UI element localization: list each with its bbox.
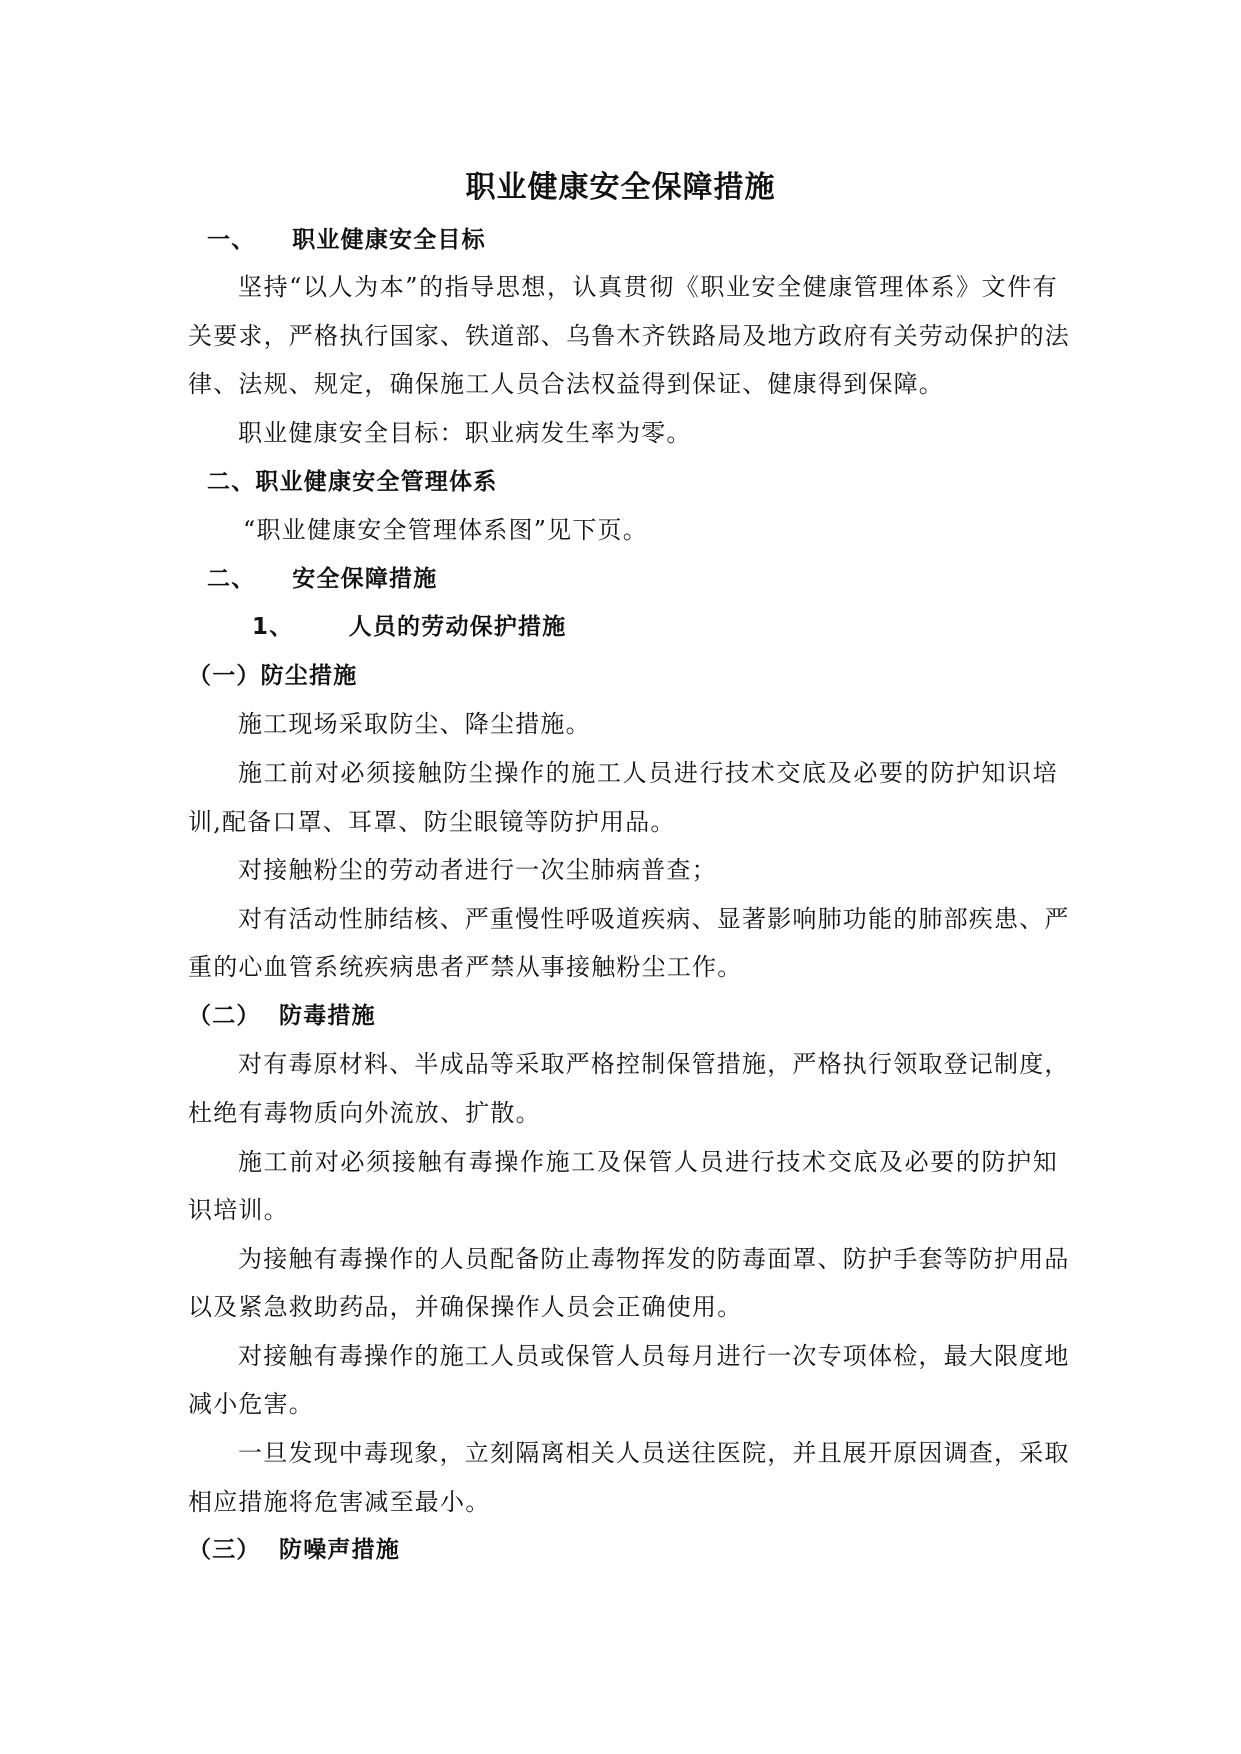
- paragraph-line: 坚持“以人为本”的指导思想，认真贯彻《职业安全健康管理体系》文件有: [238, 273, 1058, 301]
- paragraph-line: 施工现场采取防尘、降尘措施。: [238, 710, 591, 738]
- paragraph-line: 施工前对必须接触有毒操作施工及保管人员进行技术交底及必要的防护知: [238, 1148, 1058, 1176]
- paragraph-line: 施工前对必须接触防尘操作的施工人员进行技术交底及必要的防护知识培: [238, 759, 1058, 787]
- subheading-toxin: （二） 防毒措施: [188, 1003, 376, 1029]
- paragraph-line: 职业健康安全目标：职业病发生率为零。: [238, 419, 692, 447]
- paragraph-line: “职业健康安全管理体系图”见下页。: [243, 516, 648, 544]
- paragraph-line: 对接触有毒操作的施工人员或保管人员每月进行一次专项体检，最大限度地: [238, 1342, 1070, 1370]
- paragraph-line: 为接触有毒操作的人员配备防止毒物挥发的防毒面罩、防护手套等防护用品: [238, 1245, 1070, 1273]
- paragraph-line: 重的心血管系统疾病患者严禁从事接触粉尘工作。: [188, 953, 743, 981]
- section-heading-1: 一、 职业健康安全目标: [207, 227, 486, 253]
- subheading-dust: （一）防尘措施: [188, 663, 358, 689]
- paragraph-line: 对有毒原材料、半成品等采取严格控制保管措施，严格执行领取登记制度，: [238, 1050, 1070, 1078]
- paragraph-line: 识培训。: [188, 1196, 289, 1224]
- section-heading-3: 二、 安全保障措施: [207, 566, 438, 592]
- paragraph-line: 一旦发现中毒现象，立刻隔离相关人员送往医院，并且展开原因调查，采取: [238, 1439, 1070, 1467]
- subheading-noise: （三） 防噪声措施: [188, 1537, 401, 1563]
- paragraph-line: 杜绝有毒物质向外流放、扩散。: [188, 1099, 541, 1127]
- page-title: 职业健康安全保障措施: [465, 170, 776, 205]
- paragraph-line: 对接触粉尘的劳动者进行一次尘肺病普查；: [238, 856, 717, 884]
- paragraph-line: 对有活动性肺结核、严重慢性呼吸道疾病、显著影响肺功能的肺部疾患、严: [238, 905, 1070, 933]
- paragraph-line: 律、法规、规定，确保施工人员合法权益得到保证、健康得到保障。: [188, 370, 944, 398]
- paragraph-line: 相应措施将危害减至最小。: [188, 1488, 491, 1516]
- paragraph-line: 训,配备口罩、耳罩、防尘眼镜等防护用品。: [188, 808, 676, 836]
- paragraph-line: 关要求，严格执行国家、铁道部、乌鲁木齐铁路局及地方政府有关劳动保护的法: [188, 322, 1070, 350]
- section-heading-2: 二、职业健康安全管理体系: [207, 469, 498, 495]
- paragraph-line: 减小危害。: [188, 1390, 314, 1418]
- subsection-heading: 1、 人员的劳动保护措施: [252, 614, 567, 640]
- paragraph-line: 以及紧急救助药品，并确保操作人员会正确使用。: [188, 1293, 743, 1321]
